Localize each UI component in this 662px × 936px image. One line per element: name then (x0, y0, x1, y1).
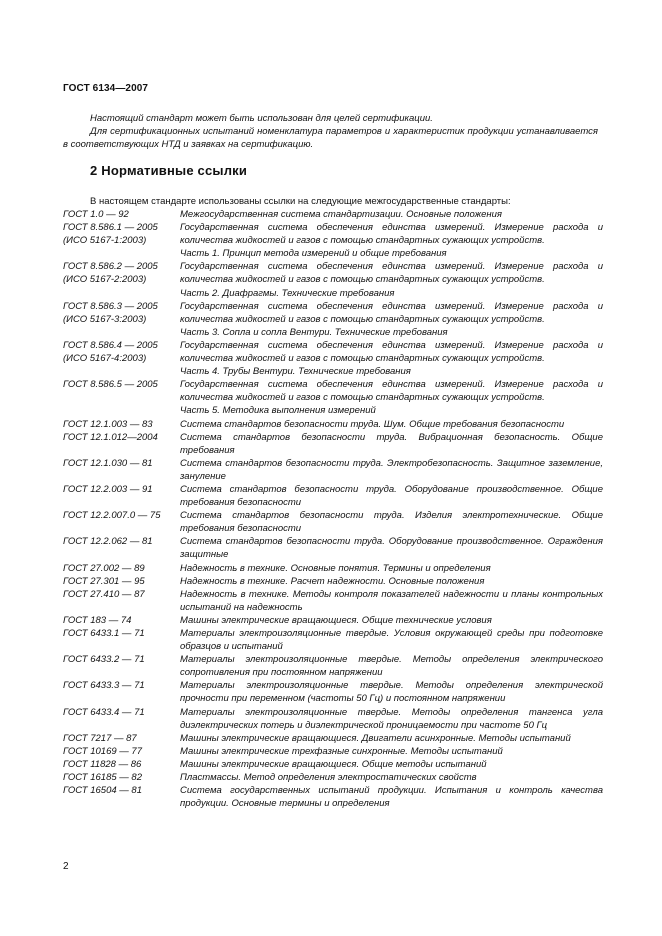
reference-code (63, 509, 180, 535)
page-number: 2 (63, 861, 69, 872)
reference-title-line: Машины электрические вращающиеся. Общие технические условия (180, 614, 492, 626)
reference-code-line: ГОСТ 10169 — 77 (63, 745, 142, 757)
reference-code-line: (ИСО 5167-4:2003) (63, 353, 147, 365)
reference-item (63, 457, 603, 483)
reference-title-line: Система стандартов безопасности труда. Оборудование производственное. Общие требования безопасности (180, 483, 603, 509)
reference-code (63, 535, 180, 561)
reference-code-line: ГОСТ 7217 — 87 (63, 732, 137, 744)
reference-code-line: ГОСТ 12.2.062 — 81 (63, 536, 153, 548)
reference-title-line: Государственная система обеспечения единства измерений. Измерение расхода и количества жидкостей и газов с помощью стандартных сужающих устройств. (180, 261, 603, 286)
reference-code-line: ГОСТ 8.586.4 — 2005 (63, 339, 158, 351)
reference-item (63, 535, 603, 561)
reference-code (63, 784, 180, 810)
reference-title-line: Надежность в технике. Расчет надежности. Основные положения (180, 575, 485, 587)
reference-code (63, 378, 180, 417)
reference-code (63, 575, 180, 588)
reference-title-line: Материалы электроизоляционные твердые. Методы определения электрического сопротивления при постоянном напряжении (180, 654, 603, 679)
section-lead: В настоящем стандарте использованы ссылки на следующие межгосударственные стандарты: (90, 196, 511, 207)
reference-title-line: Система государственных испытаний продукции. Испытания и контроль качества продукции. Основные термины и определения (180, 785, 603, 810)
reference-code-line: ГОСТ 16504 — 81 (63, 785, 142, 797)
reference-title-line: Надежность в технике. Методы контроля показателей надежности и планы контрольных испытаний на надежность (180, 588, 603, 613)
reference-item (63, 483, 603, 509)
reference-code (63, 732, 180, 745)
reference-code-line: ГОСТ 12.1.030 — 81 (63, 457, 153, 469)
reference-title-line: Государственная система обеспечения единства измерений. Измерение расхода и количества жидкостей и газов с помощью стандартных сужающих устройств. (180, 339, 603, 365)
reference-code (63, 562, 180, 575)
reference-title (180, 627, 603, 653)
reference-item (63, 627, 603, 653)
reference-code (63, 431, 180, 457)
reference-item (63, 260, 603, 299)
reference-item (63, 732, 603, 745)
intro-paragraph: Настоящий стандарт может быть использован для целей сертификации. (90, 113, 433, 124)
reference-item (63, 706, 603, 732)
reference-code-line: (ИСО 5167-2:2003) (63, 274, 147, 286)
reference-title (180, 745, 603, 758)
reference-title-line: Часть 1. Принцип метода измерений и общие требования (180, 248, 447, 260)
reference-title-line: Система стандартов безопасности труда. Шум. Общие требования безопасности (180, 418, 565, 430)
reference-title (180, 653, 603, 679)
reference-item (63, 771, 603, 784)
reference-title (180, 431, 603, 457)
reference-code (63, 483, 180, 509)
reference-code (63, 339, 180, 378)
document-header: ГОСТ 6134—2007 (63, 83, 149, 94)
reference-item (63, 562, 603, 575)
reference-code-line: (ИСО 5167-1:2003) (63, 235, 147, 247)
reference-item (63, 431, 603, 457)
reference-code (63, 627, 180, 653)
reference-title (180, 732, 603, 745)
reference-code-line: ГОСТ 12.2.003 — 91 (63, 483, 153, 495)
reference-code (63, 614, 180, 627)
reference-item (63, 588, 603, 614)
reference-title-line: Материалы электроизоляционные твердые. Условия окружающей среды при подготовке образцов и испытаний (180, 628, 603, 653)
reference-code-line: ГОСТ 11828 — 86 (63, 758, 142, 770)
reference-code-line: ГОСТ 6433.4 — 71 (63, 706, 145, 718)
reference-code-line: ГОСТ 27.301 — 95 (63, 575, 145, 587)
reference-code (63, 418, 180, 431)
reference-code-line: ГОСТ 8.586.3 — 2005 (63, 300, 158, 312)
reference-code (63, 745, 180, 758)
reference-title-line: Система стандартов безопасности труда. Изделия электротехнические. Общие требования безопасности (180, 510, 603, 535)
reference-title (180, 535, 603, 561)
reference-item (63, 745, 603, 758)
reference-title (180, 260, 603, 299)
reference-title-line: Система стандартов безопасности труда. Оборудование производственное. Ограждения защитные (180, 536, 603, 561)
reference-code (63, 588, 180, 614)
reference-title (180, 509, 603, 535)
reference-title-line: Государственная система обеспечения единства измерений. Измерение расхода и количества жидкостей и газов с помощью стандартных сужающих устройств. (180, 222, 603, 247)
reference-title-line: Государственная система обеспечения единства измерений. Измерение расхода и количества жидкостей и газов с помощью стандартных сужающих устройств. (180, 300, 603, 325)
reference-title-line: Межгосударственная система стандартизации. Основные положения (180, 209, 503, 220)
reference-title (180, 614, 603, 627)
reference-item (63, 418, 603, 431)
reference-item (63, 758, 603, 771)
reference-title-line: Часть 3. Сопла и сопла Вентури. Технические требования (180, 326, 448, 338)
reference-code (63, 771, 180, 784)
reference-code-line: ГОСТ 12.2.007.0 — 75 (63, 510, 161, 522)
reference-code (63, 457, 180, 483)
reference-item (63, 509, 603, 535)
reference-code-line: ГОСТ 8.586.1 — 2005 (63, 222, 158, 234)
reference-item (63, 339, 603, 378)
reference-title (180, 339, 603, 378)
reference-title (180, 483, 603, 509)
reference-code-line: ГОСТ 6433.2 — 71 (63, 654, 145, 666)
reference-code (63, 300, 180, 339)
reference-title (180, 378, 603, 417)
reference-title-line: Часть 4. Трубы Вентури. Технические требования (180, 366, 411, 378)
reference-title (180, 562, 603, 575)
reference-title (180, 575, 603, 588)
reference-item (63, 378, 603, 417)
reference-title (180, 418, 603, 431)
reference-code (63, 679, 180, 705)
reference-title-line: Система стандартов безопасности труда. Вибрационная безопасность. Общие требования (180, 431, 603, 456)
reference-list (63, 208, 603, 810)
reference-code-line: ГОСТ 8.586.5 — 2005 (63, 379, 158, 391)
reference-code-line: ГОСТ 27.410 — 87 (63, 588, 145, 600)
intro-text (63, 112, 598, 151)
reference-title (180, 221, 603, 260)
reference-title (180, 679, 603, 705)
reference-title-line: Часть 2. Диафрагмы. Технические требования (180, 287, 395, 299)
reference-title-line: Надежность в технике. Основные понятия. Термины и определения (180, 562, 491, 574)
reference-code-line: ГОСТ 183 — 74 (63, 614, 132, 626)
reference-title-line: Система стандартов безопасности труда. Электробезопасность. Защитное заземление, зануление (180, 457, 603, 482)
reference-item (63, 784, 603, 810)
reference-title-line: Часть 5. Методика выполнения измерений (180, 405, 376, 417)
reference-code-line: (ИСО 5167-3:2003) (63, 313, 147, 325)
reference-item (63, 300, 603, 339)
reference-code (63, 208, 180, 221)
reference-code-line: ГОСТ 12.1.012—2004 (63, 431, 158, 443)
reference-title-line: Материалы электроизоляционные твердые. Методы определения электрической прочности при переменном (частоты 50 Гц) и постоянном напряжении (180, 680, 603, 705)
reference-code-line: ГОСТ 6433.3 — 71 (63, 680, 145, 692)
reference-title (180, 300, 603, 339)
reference-title-line: Машины электрические вращающиеся. Общие методы испытаний (180, 758, 487, 770)
reference-title (180, 771, 603, 784)
reference-code-line: ГОСТ 27.002 — 89 (63, 562, 145, 574)
section-title: 2 Нормативные ссылки (90, 163, 248, 178)
reference-code-line: ГОСТ 8.586.2 — 2005 (63, 261, 158, 273)
reference-item (63, 653, 603, 679)
reference-title-line: Материалы электроизоляционные твердые. Методы определения тангенса угла диэлектрических потерь и диэлектрической проницаемости при частоте 50 Гц (180, 706, 603, 731)
reference-item (63, 208, 603, 221)
reference-code (63, 706, 180, 732)
reference-code-line: ГОСТ 1.0 — 92 (63, 209, 129, 220)
reference-title (180, 457, 603, 483)
reference-item (63, 679, 603, 705)
reference-code (63, 260, 180, 299)
reference-title (180, 588, 603, 614)
reference-title (180, 208, 603, 221)
reference-item (63, 221, 603, 260)
intro-paragraph: Для сертификационных испытаний номенклатура параметров и характеристик продукции устанавливается в соответствующих НТД и заявках на сертификацию. (63, 126, 598, 150)
reference-item (63, 614, 603, 627)
reference-title-line: Пластмассы. Метод определения электростатических свойств (180, 772, 477, 784)
reference-title (180, 784, 603, 810)
reference-code-line: ГОСТ 12.1.003 — 83 (63, 418, 153, 430)
reference-code (63, 221, 180, 260)
reference-title-line: Машины электрические трехфазные синхронные. Методы испытаний (180, 745, 503, 757)
reference-code-line: ГОСТ 6433.1 — 71 (63, 628, 145, 639)
reference-code (63, 758, 180, 771)
reference-title-line: Машины электрические вращающиеся. Двигатели асинхронные. Методы испытаний (180, 732, 571, 744)
reference-title (180, 758, 603, 771)
reference-title-line: Государственная система обеспечения единства измерений. Измерение расхода и количества жидкостей и газов с помощью стандартных сужающих устройств. (180, 379, 603, 404)
reference-code (63, 653, 180, 679)
reference-code-line: ГОСТ 16185 — 82 (63, 772, 142, 784)
reference-item (63, 575, 603, 588)
reference-title (180, 706, 603, 732)
